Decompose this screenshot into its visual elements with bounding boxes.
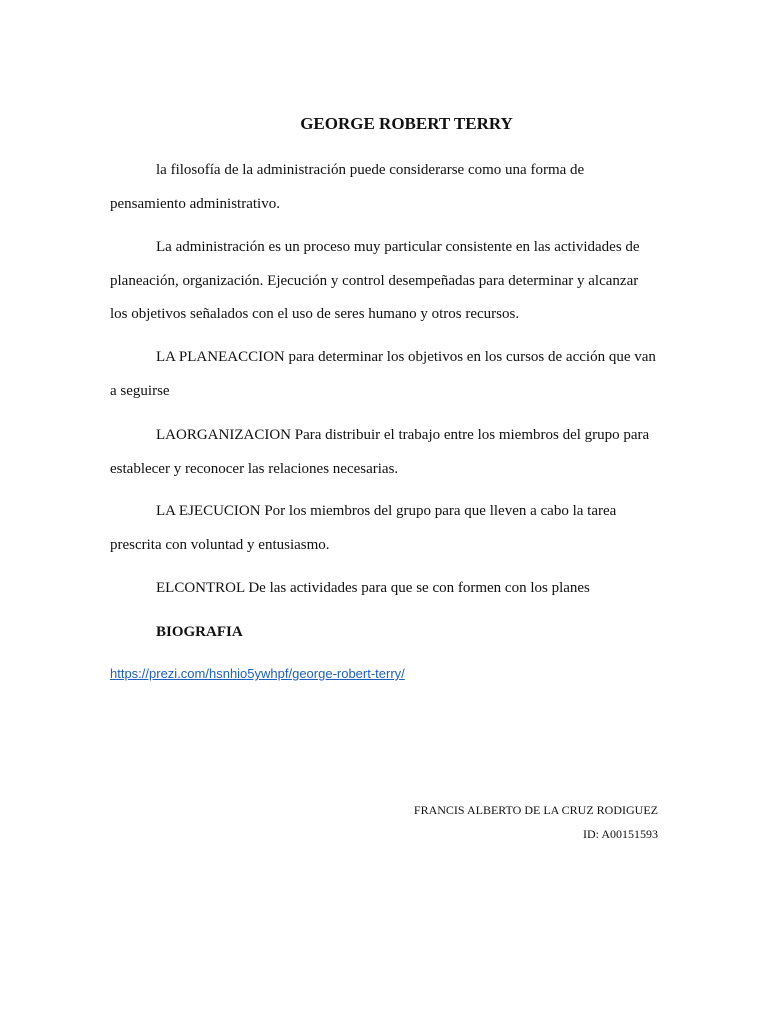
paragraph-philosophy: la filosofía de la administración puede considerarse como una forma de pensamiento administrativo. bbox=[110, 162, 585, 212]
document-title: GEORGE ROBERT TERRY bbox=[300, 114, 513, 133]
biography-heading: BIOGRAFIA bbox=[156, 624, 243, 640]
biography-link[interactable]: https://prezi.com/hsnhio5ywhpf/george-robert-terry/ bbox=[110, 666, 405, 681]
paragraph-planeaccion: LA PLANEACCION para determinar los objetivos en los cursos de acción que van a seguirse bbox=[110, 349, 656, 399]
paragraph-administration: La administración es un proceso muy particular consistente en las actividades de planeación, organización. Ejecución y control desempeñadas para determinar y alcanzar los objetivos señalados con el uso de seres humano y otros recursos. bbox=[110, 239, 640, 322]
paragraph-ejecucion: LA EJECUCION Por los miembros del grupo para que lleven a cabo la tarea prescrita con voluntad y entusiasmo. bbox=[110, 503, 617, 553]
author-id: ID: A00151593 bbox=[583, 827, 658, 841]
author-name: FRANCIS ALBERTO DE LA CRUZ RODIGUEZ bbox=[413, 803, 658, 817]
paragraph-organizacion: LAORGANIZACION Para distribuir el trabajo entre los miembros del grupo para establecer y reconocer las relaciones necesarias. bbox=[110, 427, 650, 477]
paragraph-control: ELCONTROL De las actividades para que se con formen con los planes bbox=[156, 580, 590, 596]
